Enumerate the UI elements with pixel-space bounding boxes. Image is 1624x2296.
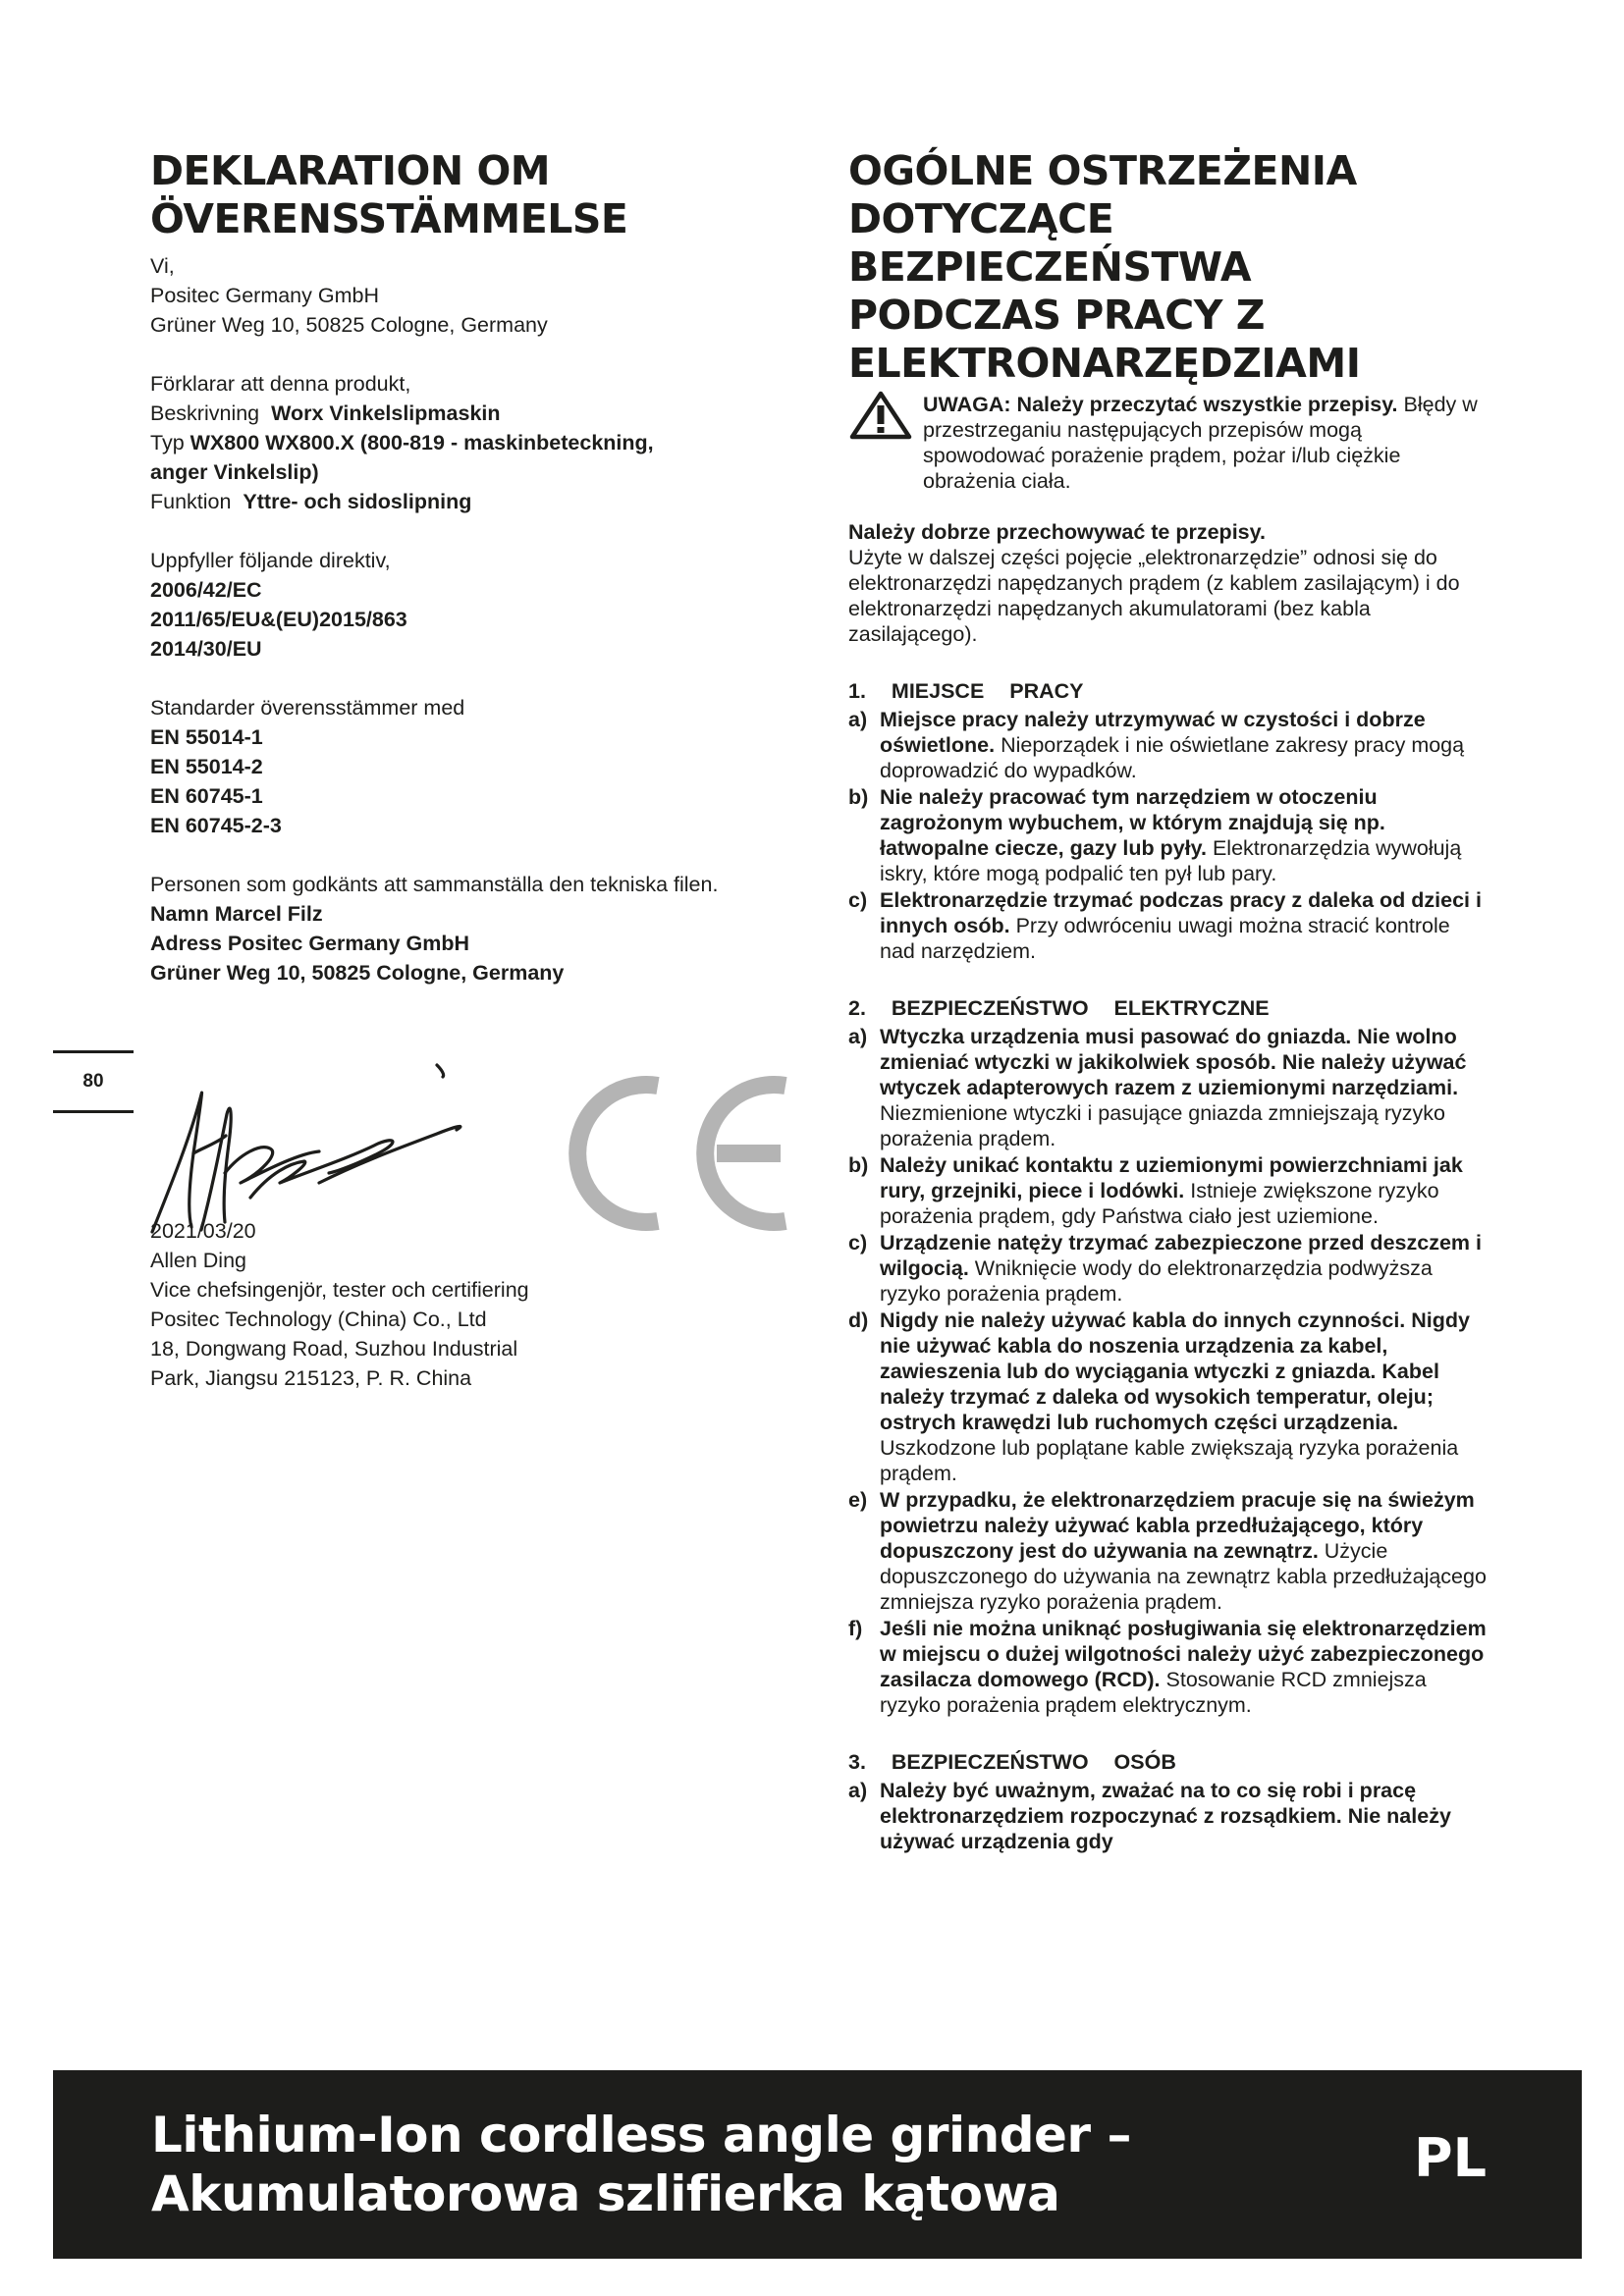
- keep-instructions: Należy dobrze przechowywać te przepisy. Użyte w dalszej części pojęcie „elektronarzędzie” odnosi się do elektronarzędzi napędzanych prądem (z kablem zasilającym) i do elektronarzędzi napędzanych akumulatorami (bez kabla zasilającego).: [848, 520, 1460, 646]
- warning-triangle-icon: [848, 390, 913, 441]
- section-title: 2. BEZPIECZEŃSTWO ELEKTRYCZNE: [848, 996, 1270, 1020]
- signature: [142, 1055, 496, 1242]
- list-item-heading: Należy być uważnym, zważać na to co się robi i pracę elektronarzędziem rozpoczynać z rozsądkiem. Nie należy używać urządzenia gdy: [880, 1779, 1451, 1853]
- manufacturer-block: Vi, Positec Germany GmbH Grüner Weg 10, 50825 Cologne, Germany: [150, 254, 548, 337]
- ce-mark-icon: [550, 1070, 795, 1237]
- list-item-label: a): [848, 1025, 868, 1048]
- list-item-label: d): [848, 1308, 869, 1332]
- list-item-label: a): [848, 1779, 868, 1802]
- list-item-label: f): [848, 1617, 863, 1640]
- list-item-heading: Nie należy pracować tym narzędziem w otoczeniu zagrożonym wybuchem, w którym znajdują się np. łatwopalne ciecze, gazy lub pyły.: [880, 785, 1385, 860]
- list-item-text: Wniknięcie wody do elektronarzędzia podwyższa ryzyko porażenia prądem.: [880, 1256, 1433, 1306]
- list-item: [848, 1308, 1487, 1486]
- list-item: [848, 887, 1487, 964]
- list-item-heading: Wtyczka urządzenia musi pasować do gniazda. Nie wolno zmieniać wtyczki w jakikolwiek sposób. Nie należy używać wtyczek adapterowych razem z uziemionymi narzędziami.: [880, 1025, 1467, 1099]
- list-item-label: b): [848, 1153, 869, 1177]
- warning-sections: [848, 676, 1487, 1854]
- directives-block: Uppfyller följande direktiv, 2006/42/EC 2011/65/EU&(EU)2015/863 2014/30/EU: [150, 549, 407, 661]
- list-item-text: Elektronarzędzia wywołują iskry, które mogą podpalić ten pył lub pary.: [880, 836, 1462, 885]
- responsible-person-block: Personen som godkänts att sammanställa den tekniska filen. Namn Marcel Filz Adress Positec Germany GmbH Grüner Weg 10, 50825 Cologne, Germany: [150, 873, 719, 985]
- list-item-text: Nieporządek i nie oświetlane zakresy pracy mogą doprowadzić do wypadków.: [880, 733, 1465, 782]
- page-number: 80: [53, 1050, 134, 1113]
- list-item-heading: W przypadku, że elektronarzędziem pracuje się na świeżym powietrzu należy używać kabla przedłużającego, który dopuszczony jest do używania na zewnątrz.: [880, 1488, 1475, 1563]
- list-item-heading: Urządzenie natęży trzymać zabezpieczone przed deszczem i wilgocią.: [880, 1231, 1482, 1280]
- list-item: [848, 1778, 1487, 1854]
- list-item: [848, 1616, 1487, 1718]
- list-item: [848, 707, 1487, 783]
- section-title: 1. MIEJSCE PRACY: [848, 679, 1084, 703]
- list-item-heading: Miejsce pracy należy utrzymywać w czystości i dobrze oświetlone.: [880, 708, 1426, 757]
- list-item-text: Użycie dopuszczonego do używania na zewnątrz kabla przedłużającego zmniejsza ryzyko porażenia prądem.: [880, 1539, 1487, 1614]
- list-item: [848, 1487, 1487, 1615]
- list-item-text: Niezmienione wtyczki i pasujące gniazda zmniejszają ryzyko porażenia prądem.: [880, 1101, 1445, 1150]
- list-item-label: b): [848, 785, 869, 809]
- list-item-text: Przy odwróceniu uwagi można stracić kontrole nad narzędziem.: [880, 914, 1450, 963]
- list-item-label: c): [848, 888, 868, 912]
- safety-warnings-column: [848, 147, 1487, 1854]
- language-code: PL: [1414, 2127, 1487, 2189]
- list-item-label: c): [848, 1231, 868, 1255]
- list-item-text: Uszkodzone lub poplątane kable zwiększają ryzyka porażenia prądem.: [880, 1436, 1459, 1485]
- list-item-label: e): [848, 1488, 868, 1512]
- list-item-text: Stosowanie RCD zmniejsza ryzyko porażenia prądem elektrycznym.: [880, 1668, 1427, 1717]
- list-item-text: Istnieje zwiększone ryzyko porażenia prądem, gdy Państwa ciało jest uziemione.: [880, 1179, 1439, 1228]
- section-title: 3. BEZPIECZEŃSTWO OSÓB: [848, 1750, 1176, 1774]
- list-item-heading: Elektronarzędzie trzymać podczas pracy z daleka od dzieci i innych osób.: [880, 888, 1482, 937]
- list-item-heading: Należy unikać kontaktu z uziemionymi powierzchniami jak rury, grzejniki, piece i lodówki.: [880, 1153, 1463, 1202]
- product-title: Lithium-Ion cordless angle grinder – Akumulatorowa szlifierka kątowa: [151, 2107, 1131, 2222]
- list-item: [848, 1024, 1487, 1151]
- list-item-label: a): [848, 708, 868, 731]
- signoff-block: 2021/03/20 Allen Ding Vice chefsingenjör, tester och certifiering Positec Technology (China) Co., Ltd 18, Dongwang Road, Suzhou Industrial Park, Jiangsu 215123, P. R. China: [150, 1219, 529, 1390]
- declaration-title: DEKLARATION OM ÖVERENSSTÄMMELSE: [150, 147, 628, 242]
- list-item: [848, 1152, 1487, 1229]
- list-item: [848, 784, 1487, 886]
- standards-block: Standarder överensstämmer med EN 55014-1 EN 55014-2 EN 60745-1 EN 60745-2-3: [150, 696, 465, 837]
- footer-banner: [53, 2070, 1582, 2259]
- product-block: Förklarar att denna produkt, Beskrivning Worx Vinkelslipmaskin Typ WX800 WX800.X (800-819 - maskinbeteckning, anger Vinkelslip) Funktion Yttre- och sidoslipning: [150, 372, 654, 513]
- warnings-title: OGÓLNE OSTRZEŻENIA DOTYCZĄCE BEZPIECZEŃSTWA PODCZAS PRACY Z ELEKTRONARZĘDZIAMI: [848, 147, 1361, 387]
- warning-notice: UWAGA: Należy przeczytać wszystkie przepisy. Błędy w przestrzeganiu następujących przepisów mogą spowodować porażenie prądem, pożar i/lub ciężkie obrażenia ciała.: [848, 392, 1487, 494]
- list-item-heading: Jeśli nie można uniknąć posługiwania się elektronarzędziem w miejscu o dużej wilgotności należy użyć zabezpieczonego zasilacza domowego (RCD).: [880, 1617, 1487, 1691]
- list-item-heading: Nigdy nie należy używać kabla do innych czynności. Nigdy nie używać kabla do noszenia urządzenia za kabel, zawieszenia lub do wyciągania wtyczki z gniazda. Kabel należy trzymać z daleka od wysokich temperatur, oleju; ostrych krawędzi lub ruchomych części urządzenia.: [880, 1308, 1470, 1434]
- list-item: [848, 1230, 1487, 1307]
